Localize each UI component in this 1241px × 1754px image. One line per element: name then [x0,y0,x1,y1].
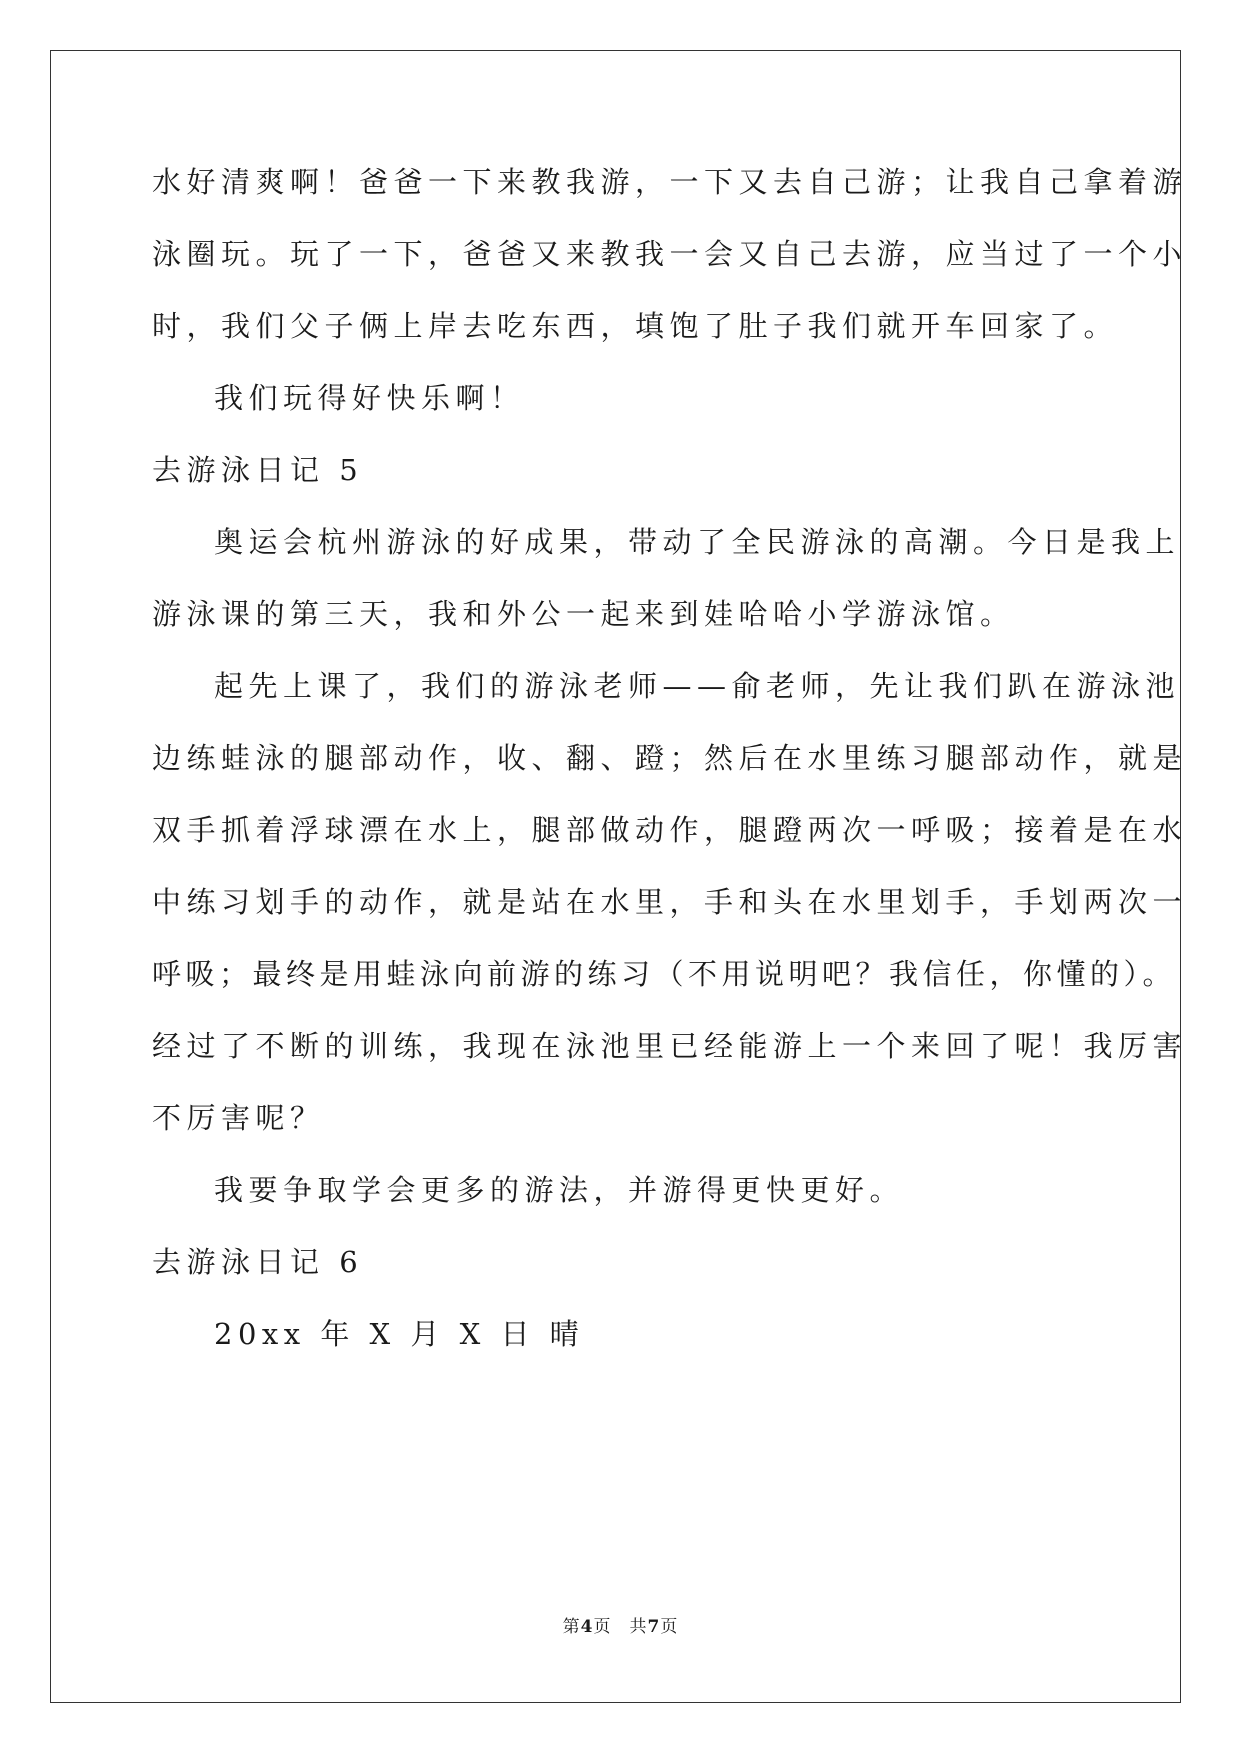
paragraph-line: 中练习划手的动作，就是站在水里，手和头在水里划手，手划两次一 [152,885,1188,919]
paragraph-line: 时，我们父子俩上岸去吃东西，填饱了肚子我们就开车回家了。 [152,309,1119,343]
page-number-footer [0,1612,1241,1637]
paragraph-line: 呼吸；最终是用蛙泳向前游的练习（不用说明吧？我信任，你懂的）。 [152,957,1177,991]
paragraph-line: 边练蛙泳的腿部动作，收、翻、蹬；然后在水里练习腿部动作，就是 [152,741,1188,775]
paragraph-line: 经过了不断的训练，我现在泳池里已经能游上一个来回了呢！我厉害 [152,1029,1188,1063]
paragraph-line: 泳圈玩。玩了一下，爸爸又来教我一会又自己去游，应当过了一个小 [152,237,1188,271]
paragraph-line: 起先上课了，我们的游泳老师——俞老师，先让我们趴在游泳池 [214,669,1181,703]
paragraph-line: 奥运会杭州游泳的好成果，带动了全民游泳的高潮。今日是我上 [214,525,1181,559]
section-heading: 去游泳日记 6 [152,1245,364,1279]
page-suffix: 页 [660,1617,679,1637]
paragraph-line: 不厉害呢？ [152,1101,325,1135]
total-pages-number: 7 [647,1617,661,1637]
page-prefix: 第 [562,1617,581,1637]
paragraph-line: 双手抓着浮球漂在水上，腿部做动作，腿蹬两次一呼吸；接着是在水 [152,813,1188,847]
current-page-number: 4 [580,1617,594,1637]
paragraph-line: 我们玩得好快乐啊！ [214,381,525,415]
section-heading: 去游泳日记 5 [152,453,364,487]
page-frame [50,50,1181,1703]
paragraph-line: 游泳课的第三天，我和外公一起来到娃哈哈小学游泳馆。 [152,597,1015,631]
date-line: 20xx 年 X 月 X 日 晴 [214,1317,585,1351]
page-mid: 页 共 [593,1617,648,1637]
paragraph-line: 水好清爽啊！爸爸一下来教我游，一下又去自己游；让我自己拿着游 [152,165,1188,199]
paragraph-line: 我要争取学会更多的游法，并游得更快更好。 [214,1173,905,1207]
